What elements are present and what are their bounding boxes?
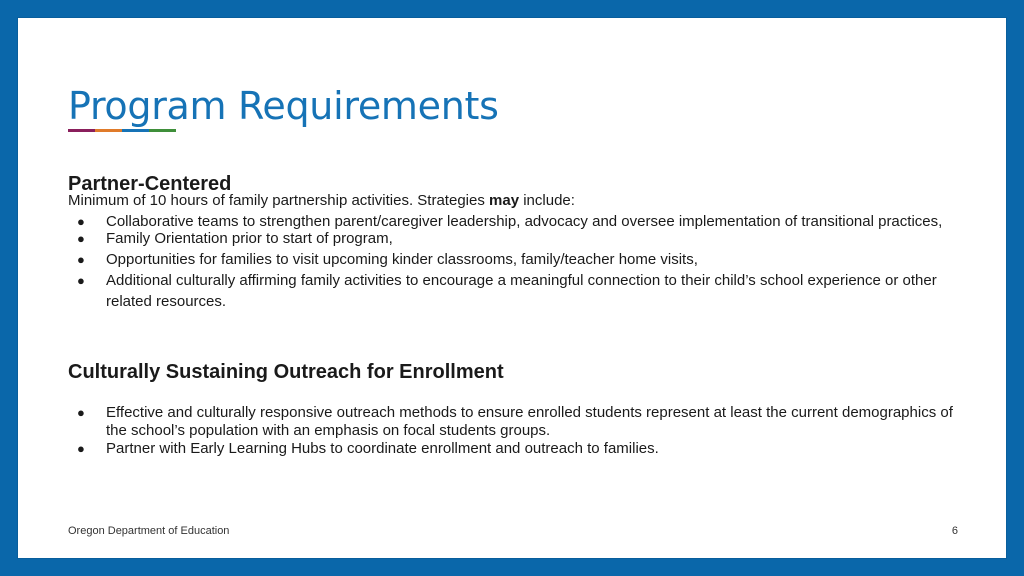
section-intro	[68, 192, 575, 211]
section-heading-outreach: Culturally Sustaining Outreach for Enrollment	[68, 361, 504, 383]
section-heading-partner-centered: Partner-Centered	[68, 173, 232, 195]
intro-text: Minimum of 10 hours of family partnership activities. Strategies	[68, 192, 490, 209]
footer-organization: Oregon Department of Education	[68, 525, 230, 537]
partner-centered-list	[68, 211, 958, 312]
list-item-text: Collaborative teams to strengthen parent/caregiver leadership, advocacy and oversee implementation of transitional practices,	[106, 213, 943, 230]
list-item-text: Opportunities for families to visit upcoming kinder classrooms, family/teacher home visits,	[106, 251, 698, 268]
page-number: 6	[951, 525, 958, 537]
accent-segment	[149, 129, 176, 132]
list-item	[68, 228, 958, 249]
outreach-list	[68, 404, 958, 458]
bullet-icon: ●	[77, 252, 85, 267]
intro-text-end: include:	[519, 192, 575, 209]
list-item-text: Additional culturally affirming family activities to encourage a meaningful connection to their child’s school experience or other related resources.	[106, 272, 937, 310]
list-item	[68, 270, 958, 312]
bullet-icon: ●	[77, 405, 85, 420]
list-item	[68, 440, 958, 458]
slide	[18, 18, 1006, 558]
bullet-icon: ●	[77, 231, 85, 246]
bullet-icon: ●	[77, 441, 85, 456]
accent-segment	[95, 129, 122, 132]
accent-segment	[122, 129, 149, 132]
bullet-icon: ●	[77, 273, 85, 288]
list-item-text: Effective and culturally responsive outreach methods to ensure enrolled students represent at least the current demographics of the school’s population with an emphasis on focal students groups.	[106, 404, 953, 439]
list-item	[68, 404, 958, 440]
list-item	[68, 249, 958, 270]
accent-segment	[68, 129, 95, 132]
list-item-text: Family Orientation prior to start of program,	[106, 230, 393, 247]
list-item-text: Partner with Early Learning Hubs to coordinate enrollment and outreach to families.	[106, 440, 659, 457]
bullet-icon: ●	[77, 214, 85, 229]
title-accent-bar	[68, 129, 176, 132]
slide-title: Program Requirements	[68, 84, 499, 128]
intro-emphasis: may	[489, 192, 520, 209]
